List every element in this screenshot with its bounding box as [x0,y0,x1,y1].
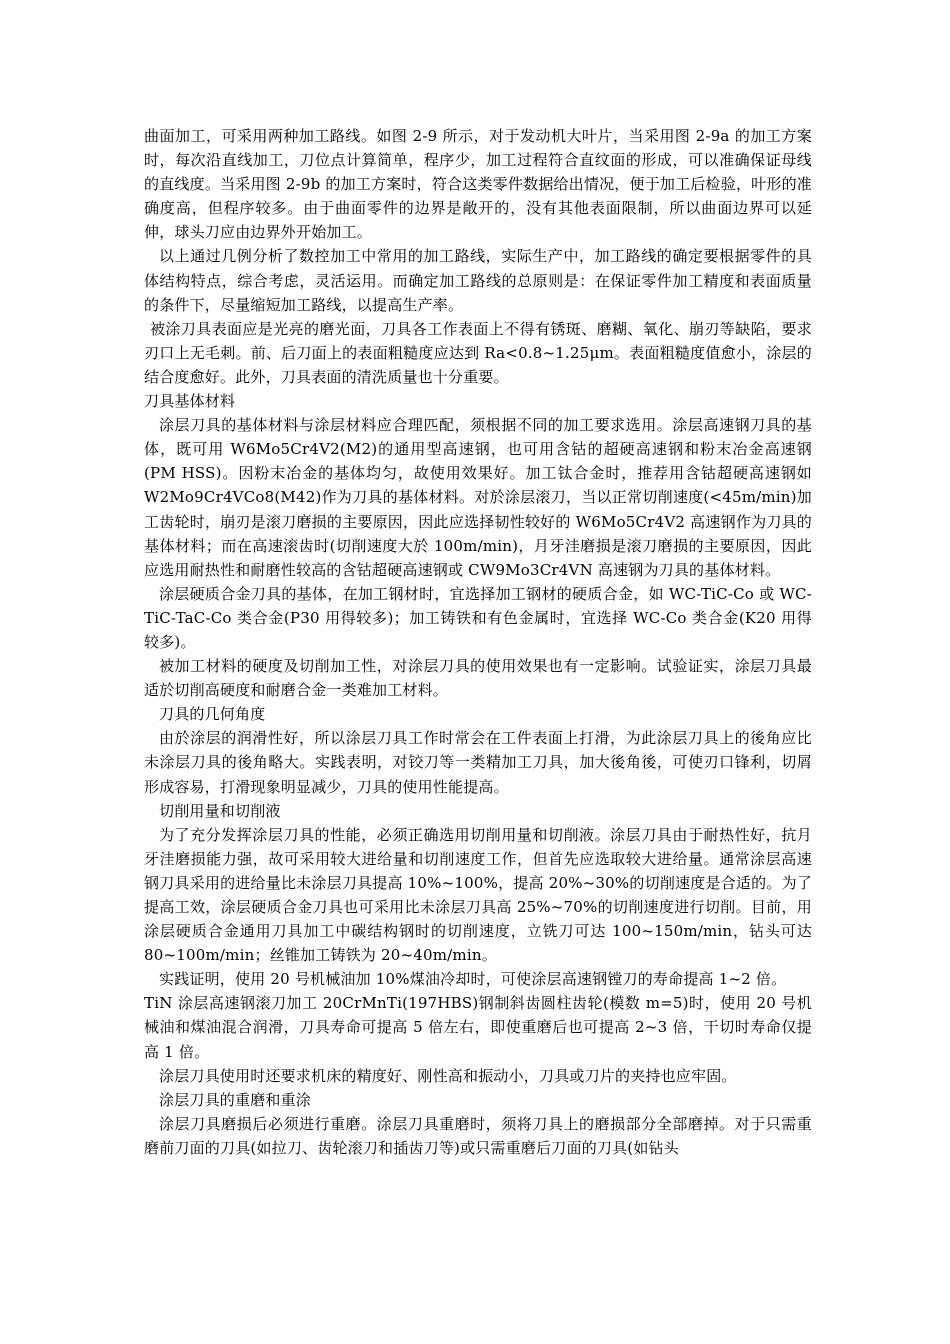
paragraph-carbide-substrate: 涂层硬质合金刀具的基体，在加工钢材时，宜选择加工钢材的硬质合金，如 WC-TiC-Co 或 WC-TiC-TaC-Co 类合金(P30 用得较多)；加工铸铁和有色金属时，宜选择 WC-Co 类合金(K20 用得较多)。 [144,584,812,651]
paragraph-tin-hob: TiN 涂层高速钢滚刀加工 20CrMnTi(197HBS)钢制斜齿圆柱齿轮(模数 m=5)时，使用 20 号机械油和煤油混合润滑，刀具寿命可提高 5 倍左右，即使重磨后也可提高 2~3 倍，干切时寿命仅提高 1 倍。 [144,994,812,1061]
heading-cutting-parameters: 切削用量和切削液 [159,801,281,820]
heading-substrate-material: 刀具基体材料 [144,392,236,411]
heading-regrind-recoat: 涂层刀具的重磨和重涂 [159,1090,312,1109]
paragraph-workpiece-hardness: 被加工材料的硬度及切削加工性，对涂层刀具的使用效果也有一定影响。试验证实，涂层刀具最适於切削高硬度和耐磨合金一类难加工材料。 [144,657,812,700]
paragraph-hss-substrate: 涂层刀具的基体材料与涂层材料应合理匹配，须根据不同的加工要求选用。涂层高速钢刀具的基体，既可用 W6Mo5Cr4V2(M2)的通用型高速钢，也可用含钴的超硬高速钢和粉末冶金高速钢(PM HSS)。因粉末冶金的基体均匀，故使用效果好。加工钛合金时，推荐用含钴超硬高速钢如 W2Mo9Cr4VCo8(M42)作为刀具的基体材料。对於涂层滚刀，当以正常切削速度(<45m/min)加工齿轮时，崩刃是滚刀磨损的主要原因，因此应选择韧性较好的 W6Mo5Cr4V2 高速钢作为刀具的基体材料；而在高速滚齿时(切削速度大於 100m/min)，月牙洼磨损是滚刀磨损的主要原因，因此应选用耐热性和耐磨性较高的含钴超硬高速钢或 CW9Mo3Cr4VN 高速钢为刀具的基体材料。 [144,416,812,579]
paragraph-cutting-speed: 为了充分发挥涂层刀具的性能，必须正确选用切削用量和切削液。涂层刀具由于耐热性好，抗月牙洼磨损能力强，故可采用较大进给量和切削速度工作，但首先应选取较大进给量。通常涂层高速钢刀具采用的进给量比未涂层刀具提高 10%~100%，提高 20%~30%的切削速度是合适的。为了提高工效，涂层硬质合金刀具也可采用比未涂层刀具高 25%~70%的切削速度进行切削。目前，用涂层硬质合金通用刀具加工中碳结构钢时的切削速度，立铣刀可达 100~150m/min，钻头可达 80~100m/min；丝锥加工铸铁为 20~40m/min。 [144,825,812,965]
paragraph-regrinding: 涂层刀具磨损后必须进行重磨。涂层刀具重磨时，须将刀具上的磨损部分全部磨掉。对于只需重磨前刀面的刀具(如拉刀、齿轮滚刀和插齿刀等)或只需重磨后刀面的刀具(如钻头 [144,1114,812,1157]
document-body [144,124,812,1160]
paragraph-machine-rigidity: 涂层刀具使用时还要求机床的精度好、刚性高和振动小，刀具或刀片的夹持也应牢固。 [159,1066,737,1085]
paragraph-tool-surface: 被涂刀具表面应是光亮的磨光面，刀具各工作表面上不得有锈斑、磨糊、氧化、崩刃等缺陷，要求刃口上无毛刺。前、后刀面上的表面粗糙度应达到 Ra<0.8~1.25μm。表面粗糙度值愈小，涂层的结合度愈好。此外，刀具表面的清洗质量也十分重要。 [144,319,812,386]
paragraph-curved-surface-routes: 曲面加工，可采用两种加工路线。如图 2-9 所示，对于发动机大叶片，当采用图 2-9a 的加工方案时，每次沿直线加工，刀位点计算简单，程序少，加工过程符合直纹面的形成，可以准确保证母线的直线度。当采用图 2-9b 的加工方案时，符合这类零件数据给出情况，便于加工后检验，叶形的准确度高，但程序较多。由于曲面零件的边界是敞开的，没有其他表面限制，所以曲面边界可以延伸，球头刀应由边界外开始加工。 [144,127,812,242]
paragraph-clearance-angle: 由於涂层的润滑性好，所以涂层刀具工作时常会在工件表面上打滑，为此涂层刀具上的後角应比未涂层刀具的後角略大。实践表明，对铰刀等一类精加工刀具，加大後角後，可使刃口锋利，切屑形成容易，打滑现象明显减少，刀具的使用性能提高。 [144,729,812,796]
paragraph-route-principle: 以上通过几例分析了数控加工中常用的加工路线，实际生产中，加工路线的确定要根据零件的具体结构特点，综合考虑，灵活运用。而确定加工路线的总原则是：在保证零件加工精度和表面质量的条件下，尽量缩短加工路线，以提高生产率。 [144,247,812,314]
paragraph-coolant-evidence: 实践证明，使用 20 号机械油加 10%煤油冷却时，可使涂层高速钢镗刀的寿命提高 1~2 倍。 [159,970,787,989]
heading-tool-geometry: 刀具的几何角度 [159,705,266,724]
